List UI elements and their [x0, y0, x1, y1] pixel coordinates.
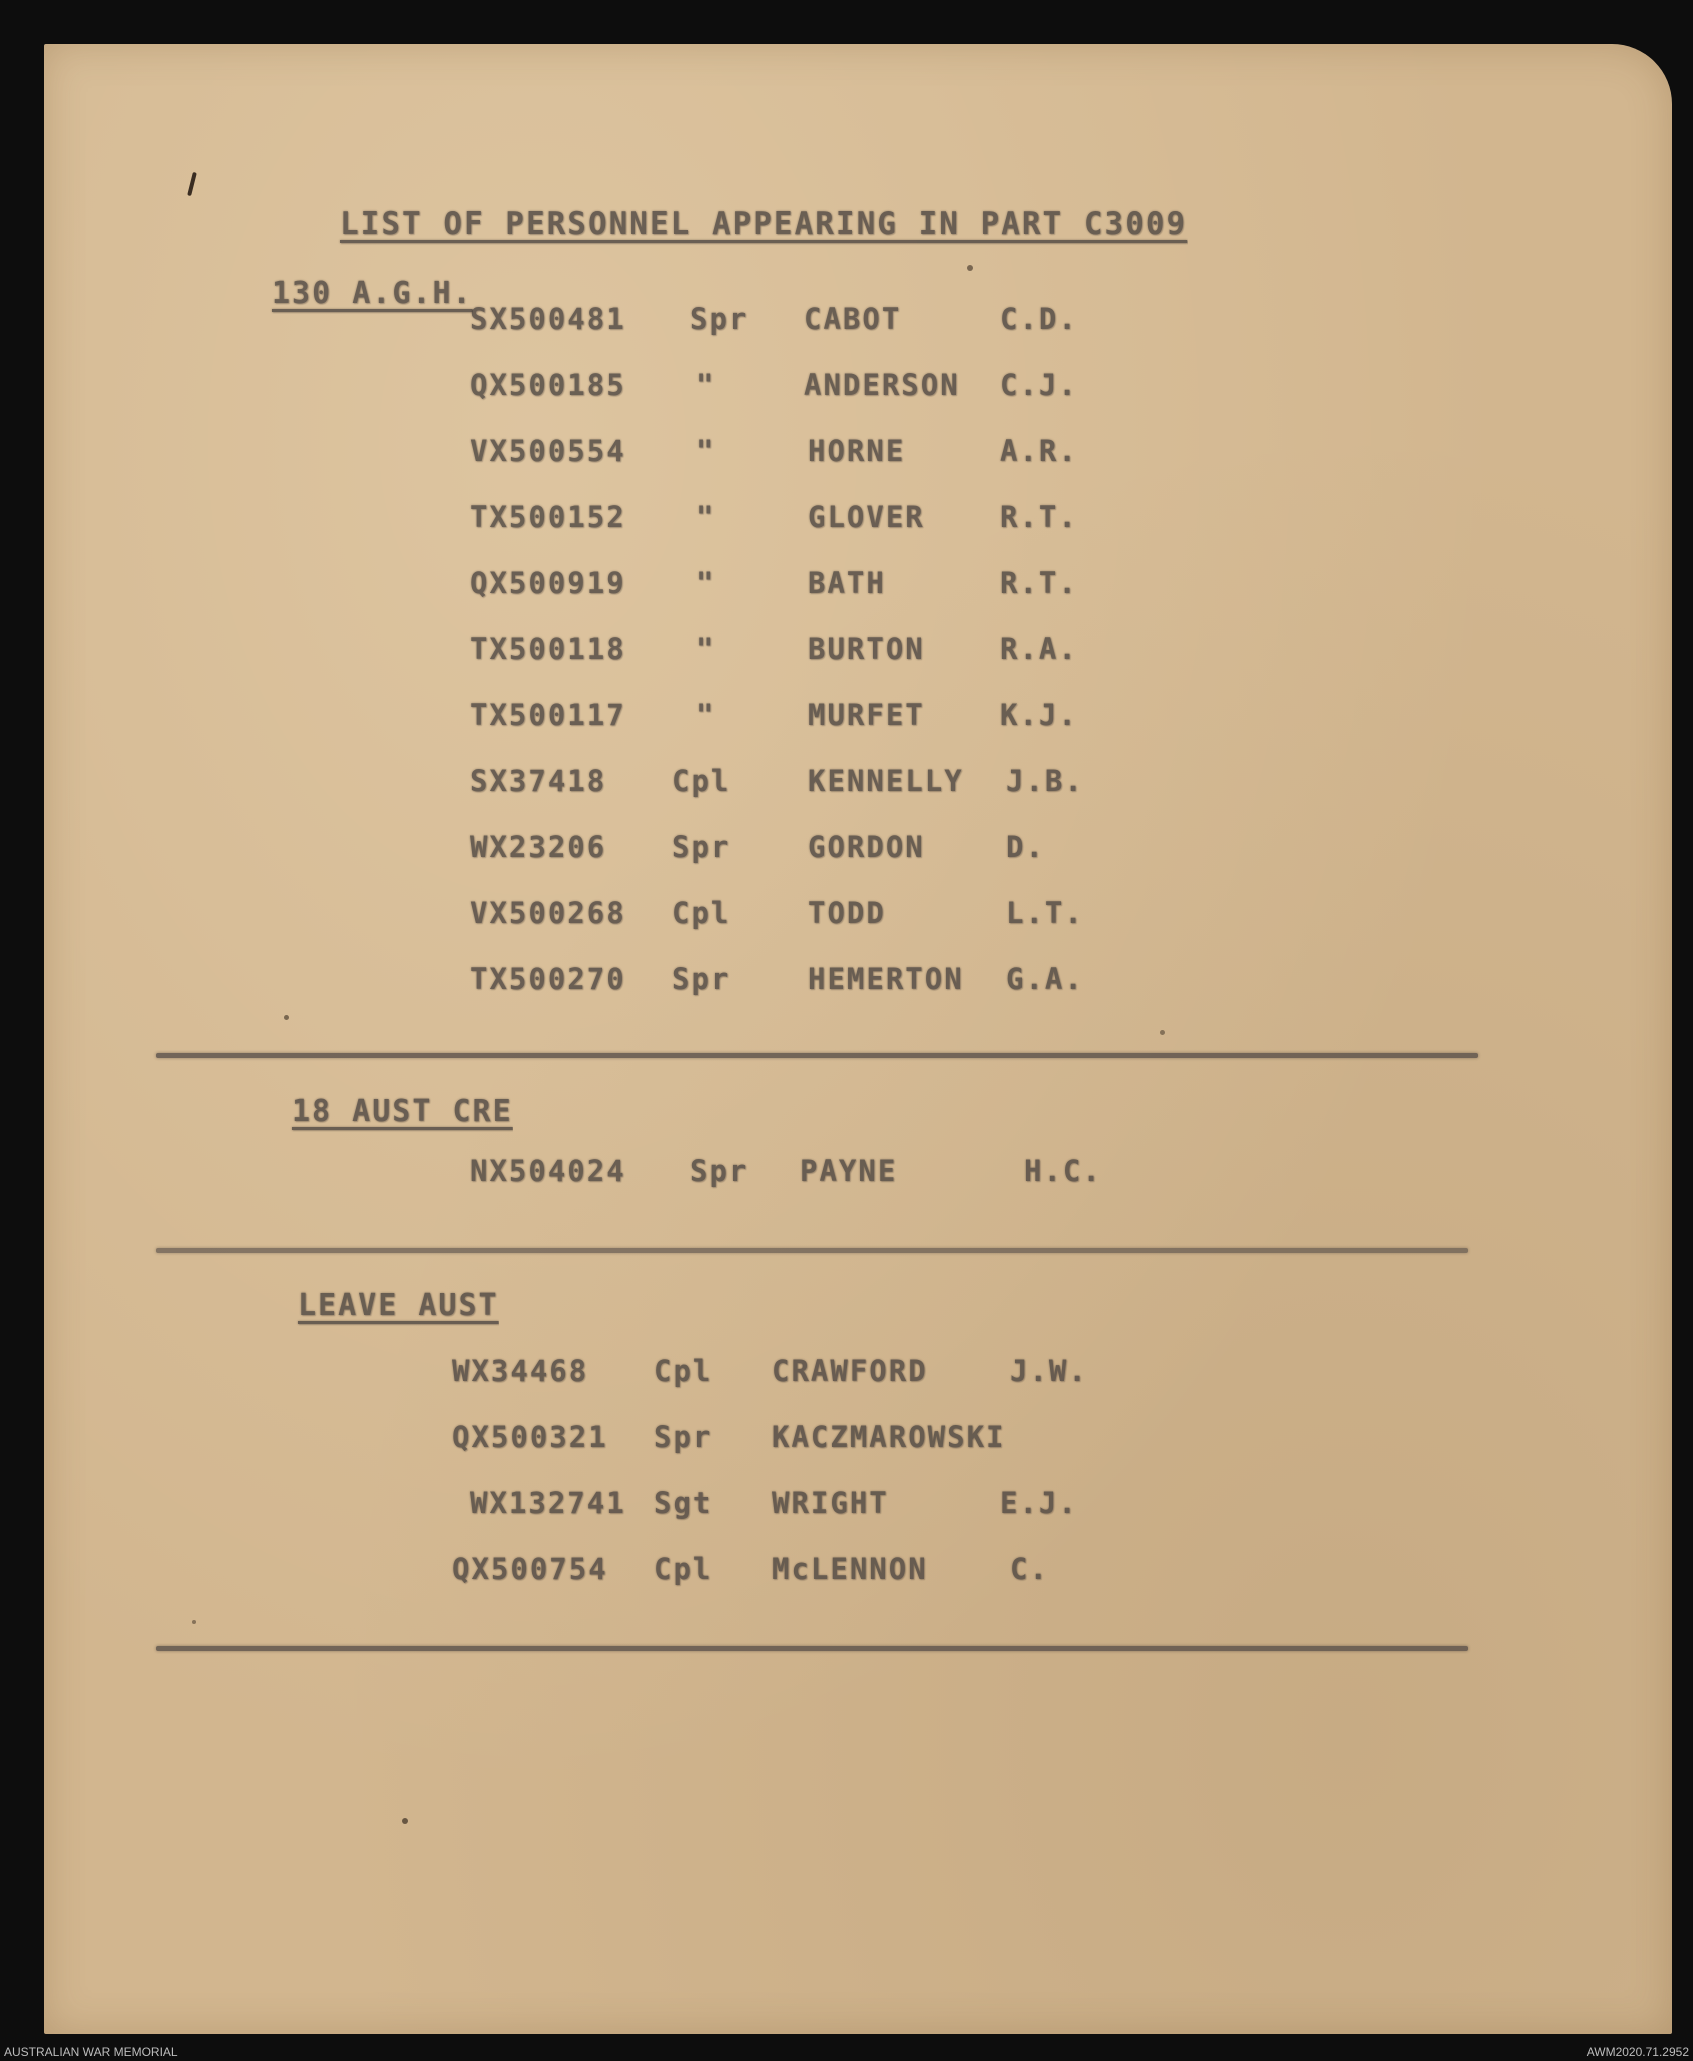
- initials: G.A.: [1006, 962, 1084, 996]
- personnel-row: [0, 566, 1693, 606]
- rank: ": [696, 632, 716, 666]
- rank: Sgt: [654, 1486, 713, 1520]
- rank: ": [696, 698, 716, 732]
- service-number: QX500321: [452, 1420, 608, 1454]
- rank: Cpl: [672, 764, 731, 798]
- section-divider: [156, 1248, 1468, 1253]
- surname: ANDERSON: [804, 368, 960, 402]
- personnel-row: [0, 1552, 1693, 1592]
- rank: Spr: [672, 962, 731, 996]
- service-number: TX500152: [470, 500, 626, 534]
- paper-speck: [284, 1015, 289, 1020]
- service-number: VX500268: [470, 896, 626, 930]
- initials: C.D.: [1000, 302, 1078, 336]
- service-number: QX500754: [452, 1552, 608, 1586]
- personnel-row: [0, 896, 1693, 936]
- surname: BURTON: [808, 632, 925, 666]
- surname: WRIGHT: [772, 1486, 889, 1520]
- initials: C.J.: [1000, 368, 1078, 402]
- service-number: NX504024: [470, 1154, 626, 1188]
- surname: KACZMAROWSKI: [772, 1420, 1006, 1454]
- paper-speck: [1160, 1030, 1165, 1035]
- service-number: TX500117: [470, 698, 626, 732]
- service-number: TX500118: [470, 632, 626, 666]
- rank: Cpl: [654, 1354, 713, 1388]
- surname: GORDON: [808, 830, 925, 864]
- rank: ": [696, 434, 716, 468]
- section-heading-130-agh: 130 A.G.H.: [272, 276, 473, 311]
- paper-speck: [967, 265, 973, 271]
- surname: GLOVER: [808, 500, 925, 534]
- service-number: QX500185: [470, 368, 626, 402]
- rank: ": [696, 368, 716, 402]
- section-divider: [156, 1053, 1478, 1058]
- service-number: SX37418: [470, 764, 607, 798]
- initials: J.W.: [1010, 1354, 1088, 1388]
- personnel-row: [0, 962, 1693, 1002]
- surname: PAYNE: [800, 1154, 898, 1188]
- surname: CRAWFORD: [772, 1354, 928, 1388]
- personnel-row: [0, 1486, 1693, 1526]
- document-title: LIST OF PERSONNEL APPEARING IN PART C3009: [340, 206, 1188, 242]
- initials: K.J.: [1000, 698, 1078, 732]
- service-number: WX34468: [452, 1354, 589, 1388]
- paper-speck: [192, 1620, 196, 1624]
- surname: HORNE: [808, 434, 906, 468]
- service-number: TX500270: [470, 962, 626, 996]
- paper-speck: [402, 1818, 408, 1824]
- initials: J.B.: [1006, 764, 1084, 798]
- personnel-row: [0, 830, 1693, 870]
- initials: R.T.: [1000, 500, 1078, 534]
- section-heading-leave-aust: LEAVE AUST: [298, 1288, 499, 1323]
- surname: TODD: [808, 896, 886, 930]
- footer-accession-number: AWM2020.71.2952: [1586, 2045, 1689, 2059]
- service-number: QX500919: [470, 566, 626, 600]
- surname: HEMERTON: [808, 962, 964, 996]
- rank: Spr: [690, 302, 749, 336]
- initials: L.T.: [1006, 896, 1084, 930]
- personnel-row: [0, 764, 1693, 804]
- rank: Cpl: [672, 896, 731, 930]
- initials: H.C.: [1024, 1154, 1102, 1188]
- rank: Cpl: [654, 1552, 713, 1586]
- surname: BATH: [808, 566, 886, 600]
- personnel-row: [0, 1154, 1693, 1194]
- rank: Spr: [690, 1154, 749, 1188]
- personnel-row: [0, 500, 1693, 540]
- service-number: WX23206: [470, 830, 607, 864]
- initials: A.R.: [1000, 434, 1078, 468]
- initials: C.: [1010, 1552, 1049, 1586]
- rank: ": [696, 566, 716, 600]
- initials: D.: [1006, 830, 1045, 864]
- section-divider: [156, 1646, 1468, 1651]
- personnel-row: [0, 632, 1693, 672]
- paper-sheet: [44, 44, 1672, 2034]
- rank: Spr: [672, 830, 731, 864]
- surname: MURFET: [808, 698, 925, 732]
- service-number: SX500481: [470, 302, 626, 336]
- service-number: VX500554: [470, 434, 626, 468]
- personnel-row: [0, 434, 1693, 474]
- personnel-row: [0, 368, 1693, 408]
- footer-credit: AUSTRALIAN WAR MEMORIAL: [4, 2045, 178, 2059]
- rank: ": [696, 500, 716, 534]
- section-heading-18-aust-cre: 18 AUST CRE: [292, 1094, 513, 1129]
- surname: CABOT: [804, 302, 902, 336]
- rank: Spr: [654, 1420, 713, 1454]
- initials: R.A.: [1000, 632, 1078, 666]
- personnel-row: [0, 1354, 1693, 1394]
- personnel-row: [0, 302, 1693, 342]
- personnel-row: [0, 1420, 1693, 1460]
- surname: KENNELLY: [808, 764, 964, 798]
- initials: R.T.: [1000, 566, 1078, 600]
- surname: McLENNON: [772, 1552, 928, 1586]
- initials: E.J.: [1000, 1486, 1078, 1520]
- personnel-row: [0, 698, 1693, 738]
- service-number: WX132741: [470, 1486, 626, 1520]
